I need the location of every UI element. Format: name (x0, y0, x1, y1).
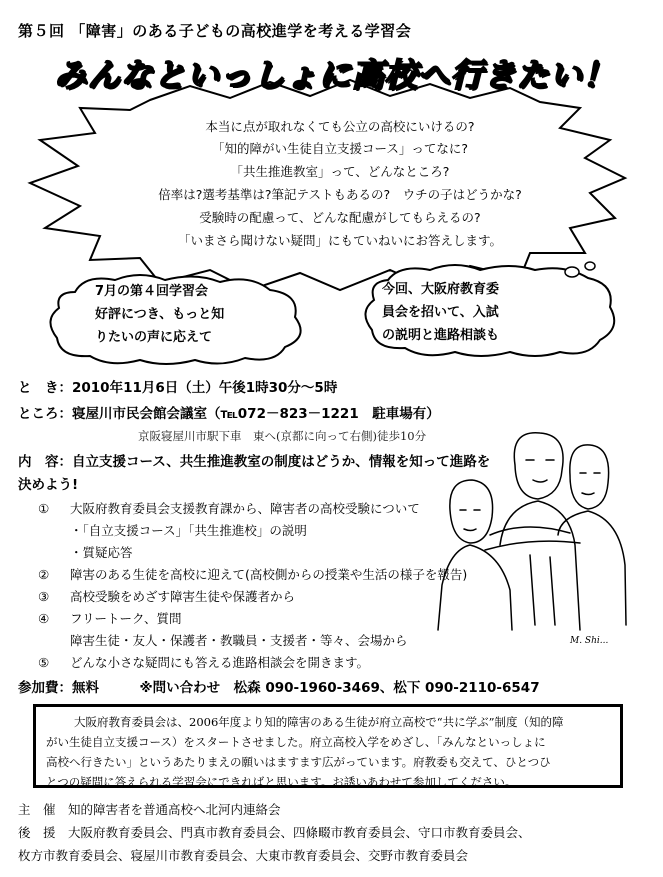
question-5: 受験時の配慮って、どんな配慮がしてもらえるの? (199, 210, 481, 225)
program-item-3: ③ 高校受験をめざす障害生徒や保護者から (38, 589, 296, 604)
cloud-left-text: 7月の第４回学習会 好評につき、もっと知 りたいの声に応えて (95, 284, 225, 345)
series-title: 第５回 「障害」のある子どもの高校進学を考える学習会 (18, 22, 412, 40)
question-3: 「共生推進教室」って、どんなところ? (230, 164, 450, 179)
students-illustration (430, 425, 630, 645)
question-2: 「知的障がい生徒自立支援コース」ってなに? (211, 141, 468, 156)
cloud-right-text: 今回、大阪府教育委 員会を招いて、入試 の説明と進路相談も (382, 282, 500, 343)
program-item-4: ④ フリートーク、質問 (38, 611, 182, 626)
illustration-signature: M. Shi... (570, 636, 609, 646)
program-subitem-1: ・「自立支援コース」「共生推進校」の説明 (70, 523, 307, 538)
supporters-line-2: 枚方市教育委員会、寝屋川市教育委員会、大東市教育委員会、交野市教育委員会 (18, 848, 469, 863)
question-4: 倍率は?選考基準は?筆記テストもあるの? ウチの子はどうかな? (158, 187, 522, 202)
cloud-right-tail (562, 258, 602, 282)
program-subitem-2: ・質疑応答 (70, 545, 133, 560)
supporters-line-1: 後 援 大阪府教育委員会、門真市教育委員会、四條畷市教育委員会、守口市教育委員会、 (18, 825, 531, 840)
content-heading: 内 容：自立支援コース、共生推進教室の制度はどうか、情報を知って進路を (18, 454, 491, 470)
main-title: みんなといっしょに高校へ行きたい！ (54, 56, 616, 94)
fee-and-contact: 参加費：無料 ※問い合わせ 松森 090-1960-3469、松下 090-2110-6547 (18, 680, 540, 696)
event-access: 京阪寝屋川市駅下車 東へ(京都に向って右側)徒歩10分 (138, 429, 427, 443)
program-item-5: ⑤ どんな小さな疑問にも答える進路相談会を開きます。 (38, 655, 370, 670)
program-item-2: ② 障害のある生徒を高校に迎えて(高校側からの授業や生活の様子を報告) (38, 567, 468, 582)
question-6: 「いまさら聞けない疑問」にもていねいにお答えします。 (177, 233, 502, 248)
program-subitem-3: 障害生徒・友人・保護者・教職員・支援者・等々、会場から (70, 633, 408, 648)
organizer: 主 催 知的障害者を普通高校へ北河内連絡会 (18, 802, 281, 817)
notice-box: 大阪府教育委員会は、2006年度より知的障害のある生徒が府立高校で“共に学ぶ”制度（知的障 がい生徒自立支援コース）をスタートさせました。府立高校入学をめざし、「みんなといっしょに 高校へ行きたい」というあたりまえの願いはますます広がっています。府教委も交えて、ひとつひ とつの疑問に答えられる学習会にできればと思います。お誘いあわせて参加してください。 (33, 704, 623, 788)
content-heading-cont: 決めよう! (18, 477, 79, 493)
event-venue: ところ：寝屋川市民会館会議室（℡072－823－1221 駐車場有） (18, 406, 440, 422)
question-1: 本当に点が取れなくても公立の高校にいけるの? (205, 119, 475, 134)
program-item-1: ① 大阪府教育委員会支援教育課から、障害者の高校受験について (38, 501, 420, 516)
event-date: と き：2010年11月6日（土）午後1時30分～5時 (18, 380, 338, 396)
